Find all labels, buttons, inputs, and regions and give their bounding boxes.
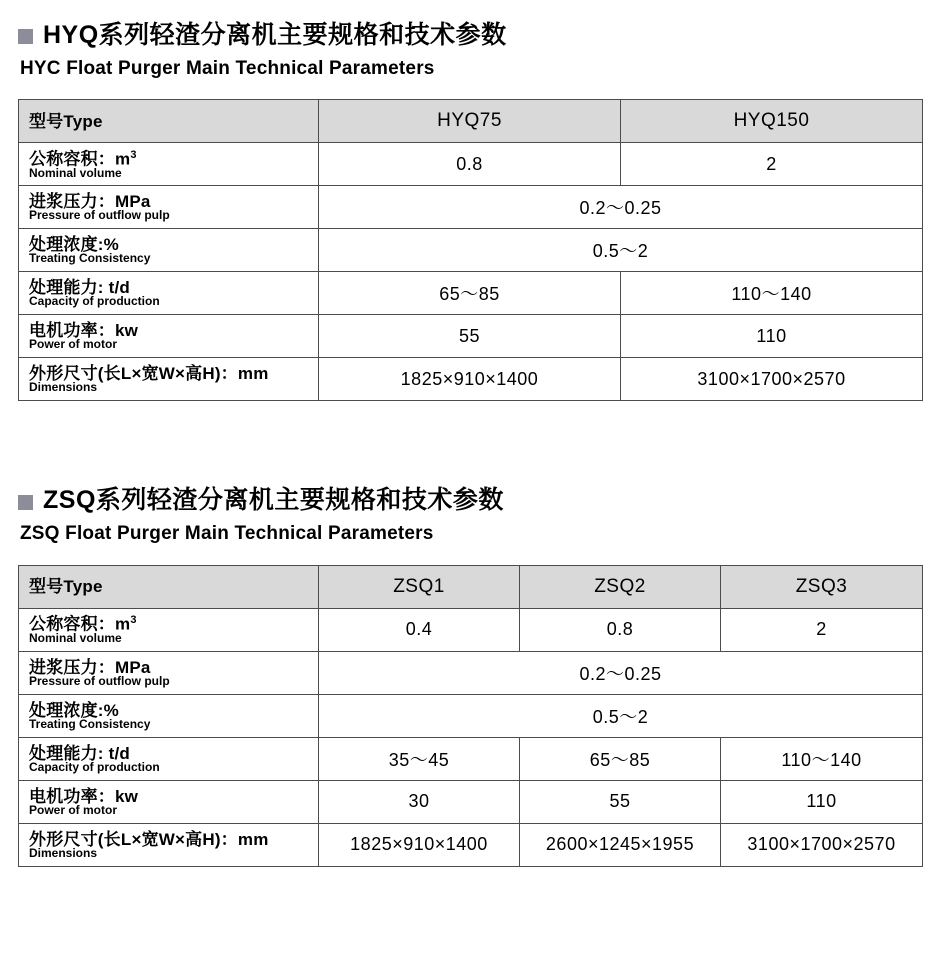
row-label-cn: 进浆压力：MPa — [29, 657, 151, 677]
row-label-cell — [19, 315, 319, 358]
row-value: 0.8 — [520, 608, 721, 651]
header-label-type: 型号Type — [29, 111, 103, 131]
table-header-row — [19, 100, 923, 143]
section-zsq — [18, 487, 922, 866]
row-label-en: Treating Consistency — [29, 251, 151, 266]
row-label-cn: 处理浓度:% — [29, 235, 119, 255]
table-row — [19, 780, 923, 823]
table-row — [19, 272, 923, 315]
row-value-merged: 0.5～2 — [319, 694, 923, 737]
section-heading-row — [18, 487, 922, 515]
row-label-en: Capacity of production — [29, 759, 160, 774]
header-cell-model-1: ZSQ1 — [319, 565, 520, 608]
row-value: 2 — [621, 143, 923, 186]
section-heading-cn: HYQ系列轻渣分离机主要规格和技术参数 — [43, 21, 507, 49]
section-hyq — [18, 22, 922, 401]
row-value-merged: 0.2～0.25 — [319, 651, 923, 694]
row-value: 30 — [319, 780, 520, 823]
row-label-en: Pressure of outflow pulp — [29, 208, 170, 223]
table-row — [19, 358, 923, 401]
table-row — [19, 186, 923, 229]
row-label-cn: 电机功率：kw — [29, 786, 139, 806]
table-row — [19, 694, 923, 737]
row-label-en: Treating Consistency — [29, 716, 151, 731]
row-label-cn: 处理浓度:% — [29, 700, 119, 720]
table-row — [19, 229, 923, 272]
square-bullet-icon — [18, 495, 33, 510]
row-label-en: Nominal volume — [29, 631, 122, 646]
table-row — [19, 651, 923, 694]
row-label-cn: 处理能力: t/d — [29, 278, 130, 298]
row-label-en: Dimensions — [29, 380, 98, 395]
row-value: 1825×910×1400 — [319, 358, 621, 401]
spec-table-zsq — [18, 565, 923, 867]
row-value: 110 — [621, 315, 923, 358]
row-label-cell — [19, 694, 319, 737]
row-label-superscript: 3 — [130, 614, 137, 627]
section-heading-en: HYC Float Purger Main Technical Parameters — [20, 57, 435, 79]
header-cell-model-2: ZSQ2 — [520, 565, 721, 608]
header-cell-model-3: ZSQ3 — [721, 565, 923, 608]
row-label-en: Power of motor — [29, 802, 118, 817]
row-value: 110～140 — [721, 737, 923, 780]
row-label-cell — [19, 780, 319, 823]
row-label-superscript: 3 — [130, 149, 137, 162]
row-label-cell — [19, 608, 319, 651]
table-row — [19, 143, 923, 186]
row-label-cell — [19, 272, 319, 315]
row-value: 55 — [520, 780, 721, 823]
row-value: 35～45 — [319, 737, 520, 780]
row-value: 55 — [319, 315, 621, 358]
row-value: 2 — [721, 608, 923, 651]
row-value: 0.8 — [319, 143, 621, 186]
table-header-row — [19, 565, 923, 608]
row-value-merged: 0.5～2 — [319, 229, 923, 272]
row-label-cn: 电机功率：kw — [29, 321, 139, 341]
row-label-cn: 外形尺寸(长L×宽W×高H)：mm — [29, 829, 269, 849]
section-heading-cn: ZSQ系列轻渣分离机主要规格和技术参数 — [43, 486, 504, 515]
square-bullet-icon — [18, 29, 33, 44]
row-label-cn: 处理能力: t/d — [29, 743, 130, 763]
section-heading-en: ZSQ Float Purger Main Technical Parameters — [20, 522, 434, 544]
row-value: 110～140 — [621, 272, 923, 315]
header-label-type: 型号Type — [29, 577, 103, 597]
row-value: 65～85 — [319, 272, 621, 315]
row-label-cn: 公称容积：$m^3$ — [29, 614, 137, 635]
table-row — [19, 737, 923, 780]
section-heading-row — [18, 22, 922, 50]
row-label-en: Pressure of outflow pulp — [29, 673, 170, 688]
row-value-merged: 0.2～0.25 — [319, 186, 923, 229]
row-label-cell — [19, 823, 319, 866]
spec-table-hyq — [18, 99, 923, 401]
row-label-cell — [19, 143, 319, 186]
table-row — [19, 315, 923, 358]
row-label-cell — [19, 229, 319, 272]
table-row — [19, 823, 923, 866]
row-label-cell — [19, 186, 319, 229]
header-cell-type — [19, 565, 319, 608]
row-label-cn: 公称容积：$m^3$ — [29, 149, 137, 169]
row-value: 110 — [721, 780, 923, 823]
row-label-cn: 进浆压力：MPa — [29, 192, 151, 212]
row-label-cell — [19, 358, 319, 401]
row-label-cell — [19, 737, 319, 780]
row-value: 2600×1245×1955 — [520, 823, 721, 866]
row-value: 3100×1700×2570 — [721, 823, 923, 866]
row-label-en: Capacity of production — [29, 294, 160, 309]
row-label-en: Power of motor — [29, 337, 118, 352]
row-label-en: Nominal volume — [29, 165, 122, 180]
row-value: 65～85 — [520, 737, 721, 780]
header-cell-type — [19, 100, 319, 143]
row-value: 3100×1700×2570 — [621, 358, 923, 401]
table-row — [19, 608, 923, 651]
row-value: 1825×910×1400 — [319, 823, 520, 866]
row-value: 0.4 — [319, 608, 520, 651]
row-label-cn: 外形尺寸(长L×宽W×高H)：mm — [29, 364, 269, 384]
header-cell-model-1: HYQ75 — [319, 100, 621, 143]
row-label-cell — [19, 651, 319, 694]
row-label-en: Dimensions — [29, 845, 98, 860]
header-cell-model-2: HYQ150 — [621, 100, 923, 143]
